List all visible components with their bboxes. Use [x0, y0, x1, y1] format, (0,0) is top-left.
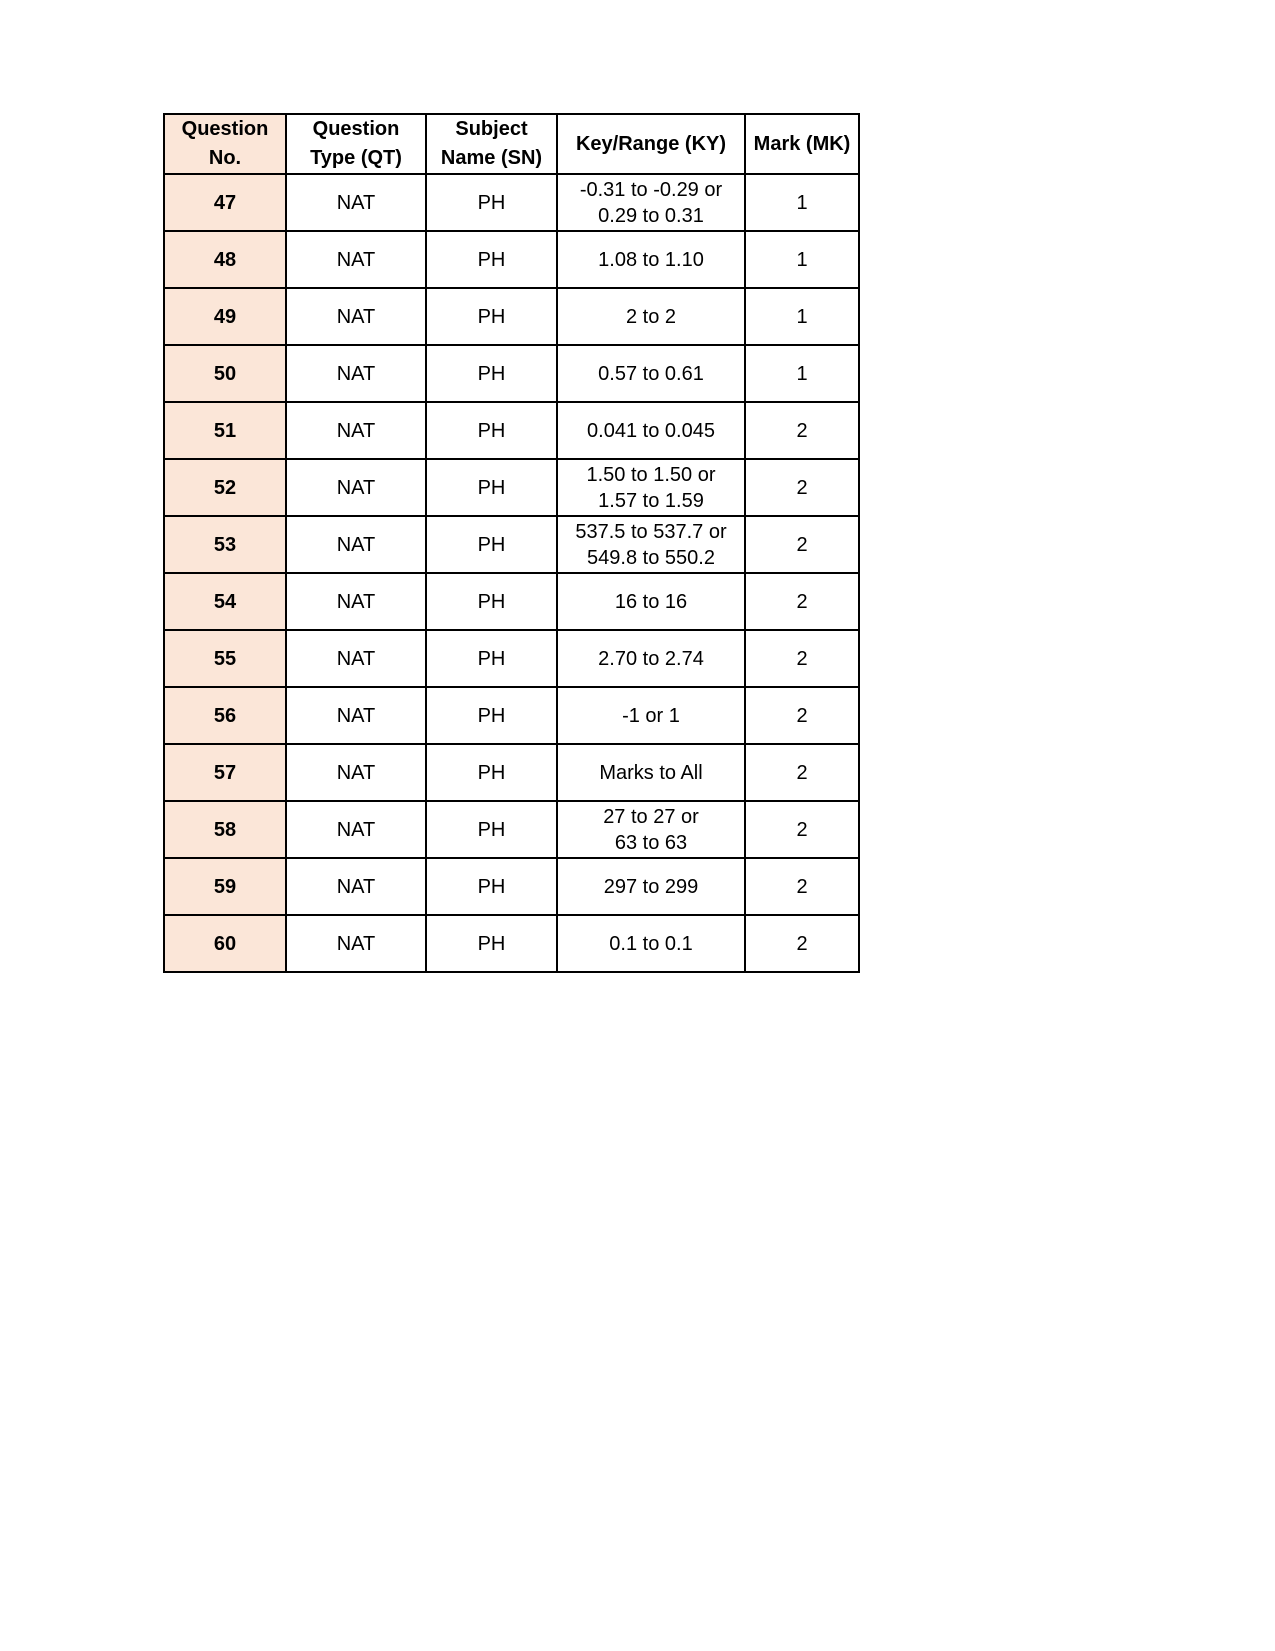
cell-question-type: NAT	[286, 402, 426, 459]
cell-key-range: Marks to All	[557, 744, 745, 801]
cell-question-no: 49	[164, 288, 286, 345]
cell-question-type: NAT	[286, 174, 426, 231]
cell-question-no: 54	[164, 573, 286, 630]
table-row	[164, 687, 859, 744]
cell-key-range: 537.5 to 537.7 or 549.8 to 550.2	[557, 516, 745, 573]
cell-mark: 1	[745, 345, 859, 402]
cell-key-range: 16 to 16	[557, 573, 745, 630]
cell-subject-name: PH	[426, 459, 557, 516]
table-row	[164, 573, 859, 630]
cell-subject-name: PH	[426, 402, 557, 459]
cell-mark: 2	[745, 858, 859, 915]
cell-key-range: 0.041 to 0.045	[557, 402, 745, 459]
table-row	[164, 402, 859, 459]
cell-key-range: 2.70 to 2.74	[557, 630, 745, 687]
table-row	[164, 231, 859, 288]
cell-key-range: 0.1 to 0.1	[557, 915, 745, 972]
cell-question-type: NAT	[286, 516, 426, 573]
cell-subject-name: PH	[426, 231, 557, 288]
cell-mark: 2	[745, 573, 859, 630]
cell-mark: 1	[745, 288, 859, 345]
cell-subject-name: PH	[426, 630, 557, 687]
cell-subject-name: PH	[426, 915, 557, 972]
cell-question-type: NAT	[286, 630, 426, 687]
cell-question-type: NAT	[286, 288, 426, 345]
header-row	[164, 114, 859, 174]
table-row	[164, 174, 859, 231]
cell-subject-name: PH	[426, 744, 557, 801]
cell-question-type: NAT	[286, 915, 426, 972]
table-row	[164, 516, 859, 573]
cell-question-no: 52	[164, 459, 286, 516]
cell-key-range: 297 to 299	[557, 858, 745, 915]
cell-mark: 1	[745, 231, 859, 288]
cell-mark: 2	[745, 915, 859, 972]
cell-question-no: 51	[164, 402, 286, 459]
cell-question-type: NAT	[286, 858, 426, 915]
cell-question-type: NAT	[286, 345, 426, 402]
cell-subject-name: PH	[426, 345, 557, 402]
cell-question-no: 47	[164, 174, 286, 231]
cell-key-range: -1 or 1	[557, 687, 745, 744]
header-question-type: Question Type (QT)	[286, 114, 426, 174]
cell-question-no: 57	[164, 744, 286, 801]
table-header	[164, 114, 859, 174]
cell-subject-name: PH	[426, 573, 557, 630]
cell-mark: 2	[745, 402, 859, 459]
cell-key-range: 1.50 to 1.50 or 1.57 to 1.59	[557, 459, 745, 516]
cell-question-no: 55	[164, 630, 286, 687]
cell-subject-name: PH	[426, 516, 557, 573]
cell-mark: 2	[745, 687, 859, 744]
cell-mark: 2	[745, 630, 859, 687]
cell-question-no: 58	[164, 801, 286, 858]
table-row	[164, 915, 859, 972]
cell-question-no: 59	[164, 858, 286, 915]
table-row	[164, 858, 859, 915]
cell-question-no: 50	[164, 345, 286, 402]
header-mark: Mark (MK)	[745, 114, 859, 174]
cell-question-type: NAT	[286, 573, 426, 630]
cell-subject-name: PH	[426, 288, 557, 345]
table-row	[164, 345, 859, 402]
cell-mark: 2	[745, 459, 859, 516]
cell-mark: 2	[745, 744, 859, 801]
table-body	[164, 174, 859, 972]
table-row	[164, 459, 859, 516]
table-row	[164, 801, 859, 858]
header-question-no: Question No.	[164, 114, 286, 174]
cell-subject-name: PH	[426, 687, 557, 744]
cell-key-range: -0.31 to -0.29 or 0.29 to 0.31	[557, 174, 745, 231]
cell-question-type: NAT	[286, 231, 426, 288]
answer-key-table	[163, 113, 860, 973]
cell-question-type: NAT	[286, 459, 426, 516]
cell-subject-name: PH	[426, 801, 557, 858]
cell-question-type: NAT	[286, 801, 426, 858]
cell-subject-name: PH	[426, 174, 557, 231]
table-row	[164, 744, 859, 801]
cell-key-range: 0.57 to 0.61	[557, 345, 745, 402]
cell-question-type: NAT	[286, 687, 426, 744]
cell-question-type: NAT	[286, 744, 426, 801]
cell-key-range: 1.08 to 1.10	[557, 231, 745, 288]
header-subject-name: Subject Name (SN)	[426, 114, 557, 174]
cell-mark: 2	[745, 801, 859, 858]
cell-question-no: 56	[164, 687, 286, 744]
cell-subject-name: PH	[426, 858, 557, 915]
cell-question-no: 60	[164, 915, 286, 972]
cell-key-range: 2 to 2	[557, 288, 745, 345]
cell-mark: 1	[745, 174, 859, 231]
cell-mark: 2	[745, 516, 859, 573]
cell-question-no: 53	[164, 516, 286, 573]
table-row	[164, 630, 859, 687]
cell-key-range: 27 to 27 or 63 to 63	[557, 801, 745, 858]
cell-question-no: 48	[164, 231, 286, 288]
header-key-range: Key/Range (KY)	[557, 114, 745, 174]
table-row	[164, 288, 859, 345]
